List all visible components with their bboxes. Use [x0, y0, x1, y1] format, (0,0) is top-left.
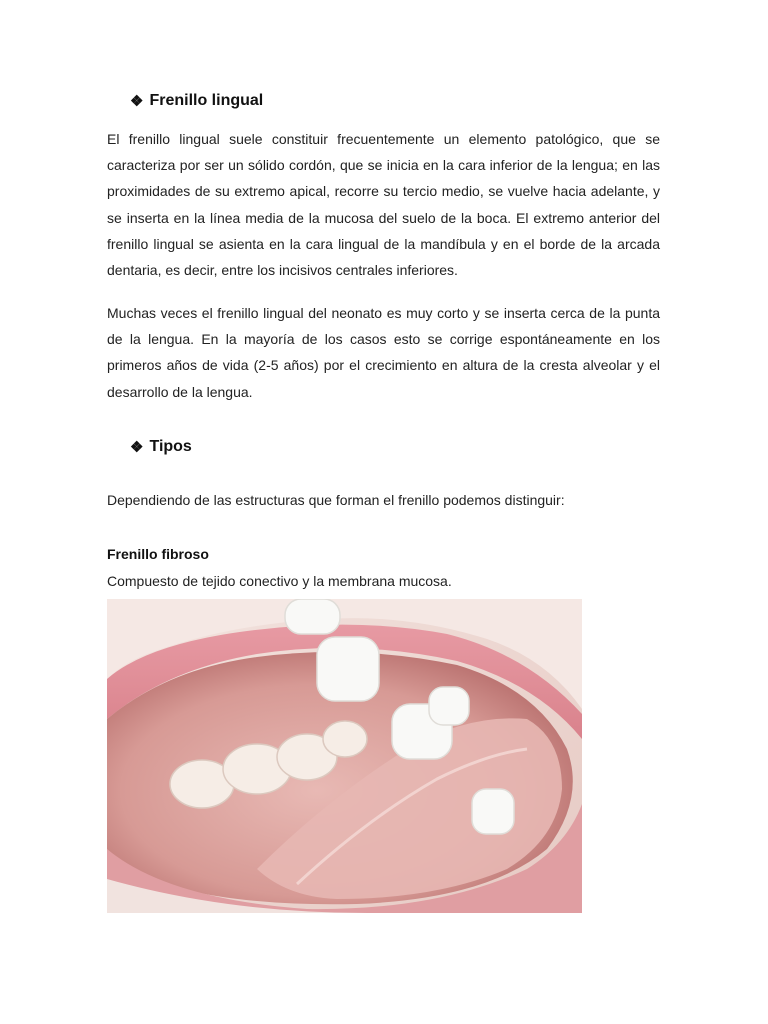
- item-description: Compuesto de tejido conectivo y la membrana mucosa.: [107, 573, 452, 589]
- mouth-photo: [107, 599, 582, 913]
- tipos-intro: Dependiendo de las estructuras que forman el frenillo podemos distinguir:: [107, 492, 565, 508]
- paragraph-2: Muchas veces el frenillo lingual del neonato es muy corto y se inserta cerca de la punta de la lengua. En la mayoría de los casos esto se corrige espontáneamente en los primeros años de vida (2-5 años) por el crecimiento en altura de la cresta alveolar y el desarrollo de la lengua.: [107, 305, 660, 400]
- mouth-photo-illustration: [107, 599, 582, 913]
- paragraph-1: El frenillo lingual suele constituir frecuentemente un elemento patológico, que se caracteriza por ser un sólido cordón, que se inicia en la cara inferior de la lengua; en las proximidades de su extremo apical, recorre su tercio medio, se vuelve hacia adelante, y se inserta en la línea media de la mucosa del suelo de la boca. El extremo anterior del frenillo lingual se asienta en la cara lingual de la mandíbula y en el borde de la arcada dentaria, es decir, entre los incisivos centrales inferiores.: [107, 131, 660, 279]
- section-title: Frenillo lingual: [149, 92, 264, 109]
- section-heading-tipos: [130, 438, 192, 456]
- item-title-frenillo-fibroso: Frenillo fibroso: [107, 546, 209, 562]
- section-title: Tipos: [149, 438, 192, 455]
- four-diamond-outline-bullet-icon: ❖: [130, 439, 144, 456]
- section-heading-frenillo-lingual: [130, 92, 263, 110]
- four-diamond-bullet-icon: ❖: [130, 93, 144, 110]
